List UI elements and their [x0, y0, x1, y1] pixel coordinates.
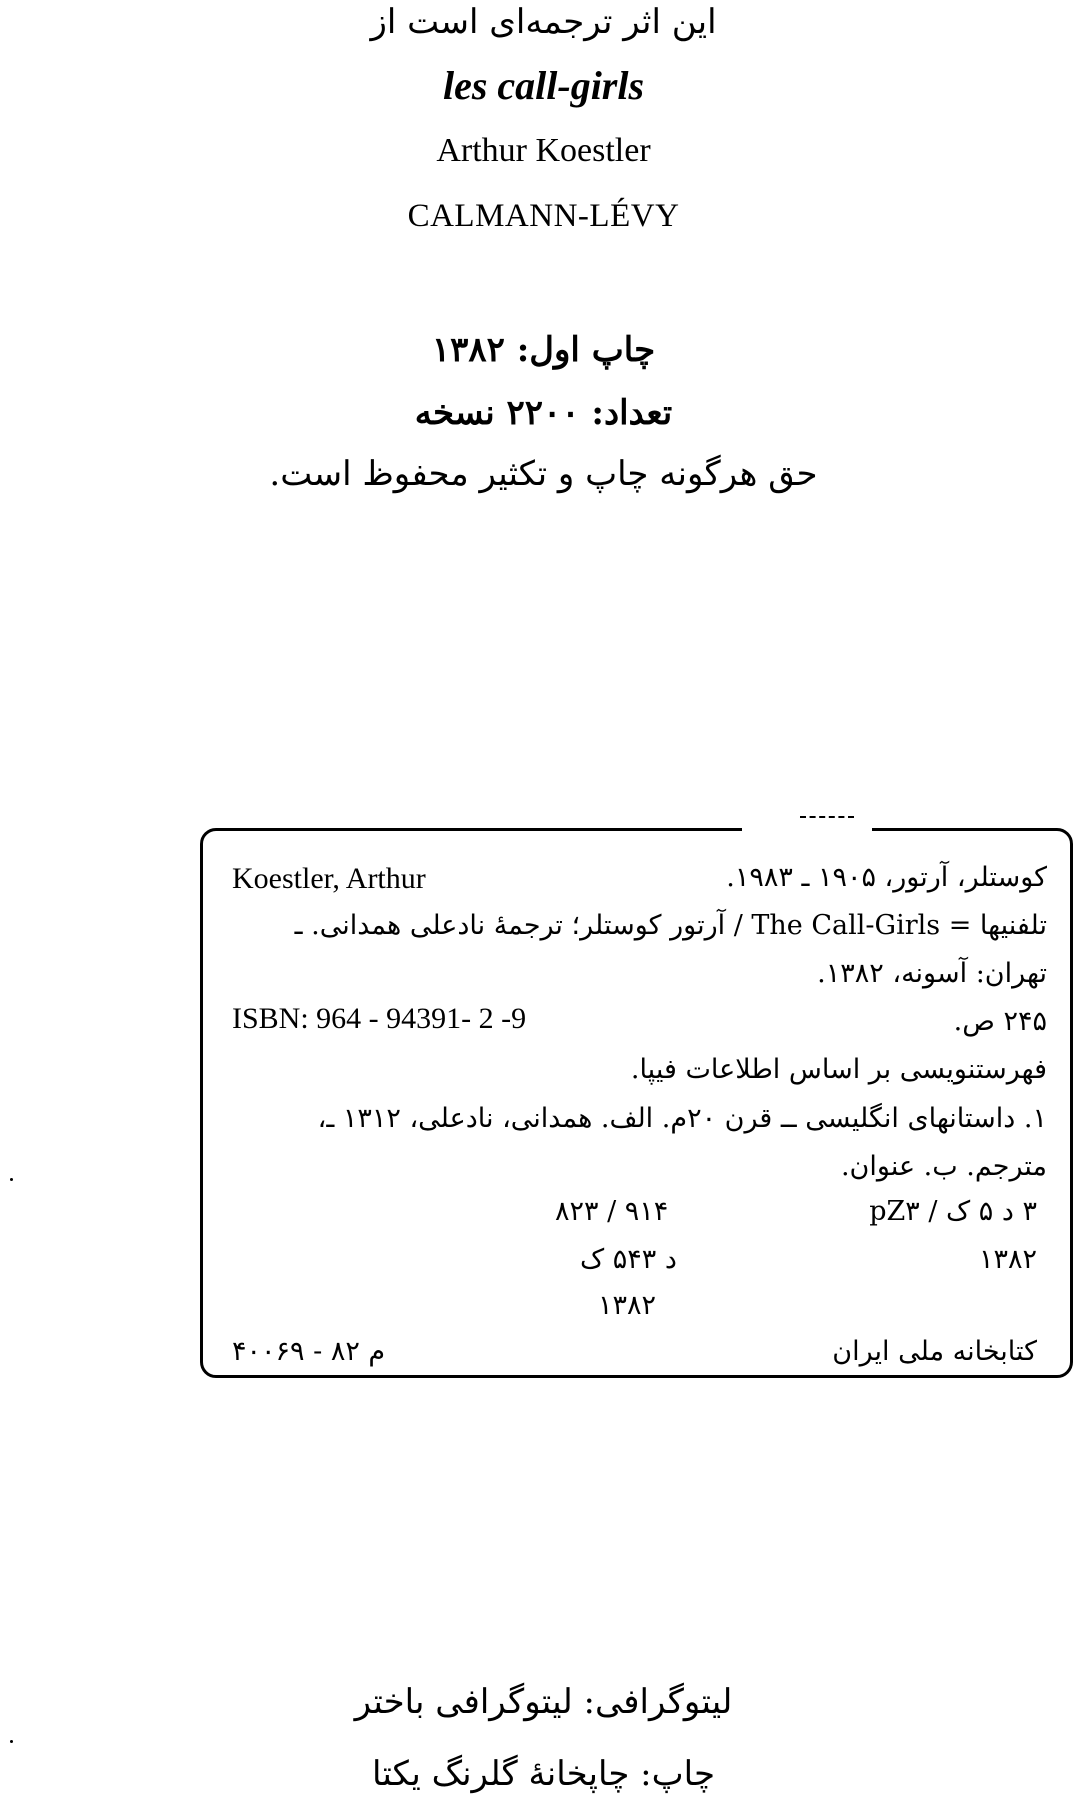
cip-imprint: تهران: آسونه، ۱۳۸۲. [817, 958, 1047, 989]
cip-pages: ۲۴۵ ص. [953, 1006, 1047, 1037]
cip-added-entries: مترجم. ب. عنوان. [840, 1151, 1047, 1182]
copyright-notice: حق هرگونه چاپ و تکثیر محفوظ است. [269, 454, 818, 494]
edition-line: چاپ اول: ۱۳۸۲ [431, 330, 656, 370]
copies-line: تعداد: ۲۲۰۰ نسخه [414, 393, 673, 433]
cip-record-number: م ۸۲ - ۴۰۰۶۹ [232, 1336, 386, 1367]
cip-border-dash [800, 816, 854, 828]
cip-lc-year: ۱۳۸۲ [978, 1244, 1037, 1275]
cip-author-en: Koestler, Arthur [232, 862, 426, 895]
cip-title: تلفنیها = The Call-Girls / آرتور کوستلر؛ ترجمهٔ نادعلی همدانی. ـ [294, 910, 1047, 941]
printer-line: چاپ: چاپخانهٔ گلرنگ یکتا [371, 1754, 716, 1794]
cip-fipa-note: فهرستنویسی بر اساس اطلاعات فیپا. [630, 1054, 1047, 1085]
cip-subject: ۱. داستانهای انگلیسی ــ قرن ۲۰م. الف. همدانی، نادعلی، ۱۳۱۲ ـ، [317, 1103, 1047, 1134]
scan-speck [10, 1178, 13, 1181]
cip-dewey-cutter: د ۵۴۳ ک [580, 1244, 677, 1275]
original-author: Arthur Koestler [436, 132, 651, 169]
original-title: les call-girls [442, 63, 645, 108]
cip-isbn: ISBN: 964 - 94391- 2 -9 [232, 1002, 527, 1035]
lithography-line: لیتوگرافی: لیتوگرافی باختر [354, 1682, 733, 1722]
cip-dewey-class: ۸۲۳ / ۹۱۴ [555, 1196, 669, 1227]
cip-dewey-year: ۱۳۸۲ [598, 1290, 657, 1321]
cip-author-fa: کوستلر، آرتور، ۱۹۰۵ ـ ۱۹۸۳. [726, 862, 1047, 893]
scan-speck [10, 1740, 13, 1743]
cip-library: کتابخانه ملی ایران [832, 1336, 1037, 1367]
original-publisher: CALMANN-LÉVY [407, 198, 680, 234]
cip-lc-class: ۳ د ۵ ک / pZ۳ [869, 1196, 1037, 1227]
translation-note: این اثر ترجمه‌ای است از [370, 2, 717, 42]
